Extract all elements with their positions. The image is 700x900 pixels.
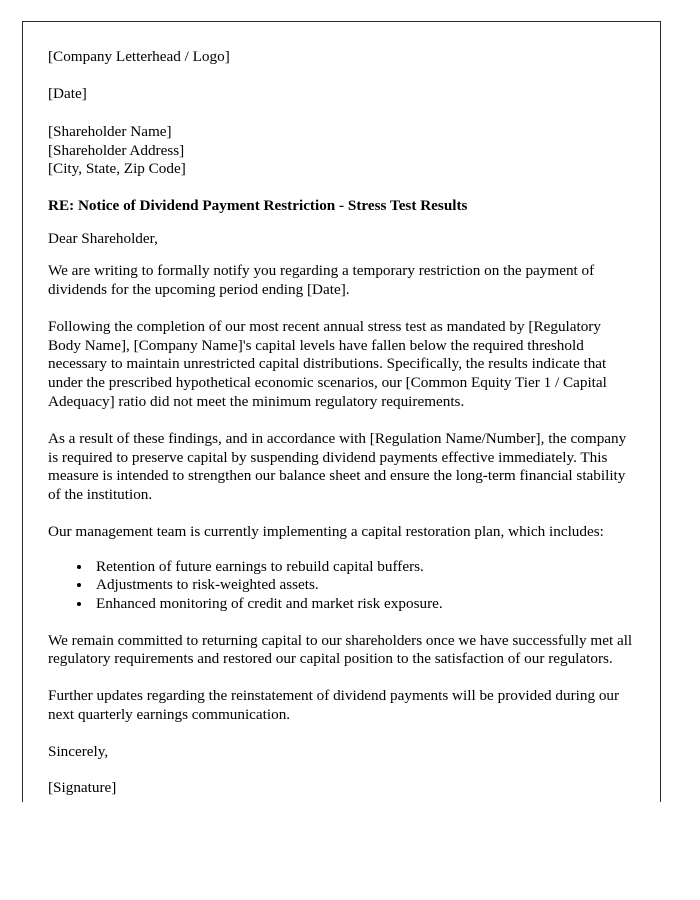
closing-paragraph-2: Further updates regarding the reinstatement of dividend payments will be provided during our next quarterly earnings communication.: [48, 687, 620, 723]
list-item: • Adjustments to risk-weighted assets.: [92, 576, 634, 595]
signature-placeholder: [Signature]: [48, 779, 117, 797]
subject-line: RE: Notice of Dividend Payment Restriction - Stress Test Results: [48, 196, 468, 214]
sign-off: Sincerely,: [48, 742, 109, 760]
spacer: [48, 103, 634, 123]
spacer: [48, 248, 634, 262]
body-paragraph-2: Following the completion of our most recent annual stress test as mandated by [Regulatory Body Name], [Company Name]'s capital levels have fallen below the required threshold necessary to maintain unrestricted capital distributions. Specifically, the results indicate that under the prescribed hypothetical economic scenarios, our [Common Equity Tier 1 / Capital Adequacy] ratio did not meet the minimum regulatory requirements.: [48, 317, 607, 410]
recipient-address-block: [48, 123, 634, 179]
capital-restoration-plan-list: [48, 558, 634, 614]
spacer: [48, 67, 634, 85]
body-paragraph-4: Our management team is currently implementing a capital restoration plan, which includes:: [48, 522, 604, 540]
list-item: • Enhanced monitoring of credit and market risk exposure.: [92, 595, 634, 614]
letter-content: [48, 48, 634, 798]
spacer: [48, 725, 634, 743]
body-paragraph-3: As a result of these findings, and in accordance with [Regulation Name/Number], the company is required to preserve capital by suspending dividend payments effective immediately. This measure is intended to strengthen our balance sheet and ensure the long-term financial stability of the institution.: [48, 429, 627, 504]
document-page: [22, 21, 661, 802]
recipient-name: [Shareholder Name]: [48, 123, 172, 141]
spacer: [48, 179, 634, 197]
recipient-city-state-zip: [City, State, Zip Code]: [48, 160, 186, 178]
recipient-address: [Shareholder Address]: [48, 141, 185, 159]
spacer: [48, 761, 634, 779]
spacer: [48, 216, 634, 230]
closing-paragraph-1: We remain committed to returning capital to our shareholders once we have successfully met all regulatory requirements and restored our capital position to the satisfaction of our regulators.: [48, 631, 633, 668]
salutation: Dear Shareholder,: [48, 229, 158, 247]
body-paragraph-1: We are writing to formally notify you regarding a temporary restriction on the payment of dividends for the upcoming period ending [Date].: [48, 262, 595, 298]
letter-date: [Date]: [48, 84, 87, 102]
list-item: • Retention of future earnings to rebuild capital buffers.: [92, 558, 634, 577]
company-letterhead: [Company Letterhead / Logo]: [48, 48, 230, 65]
